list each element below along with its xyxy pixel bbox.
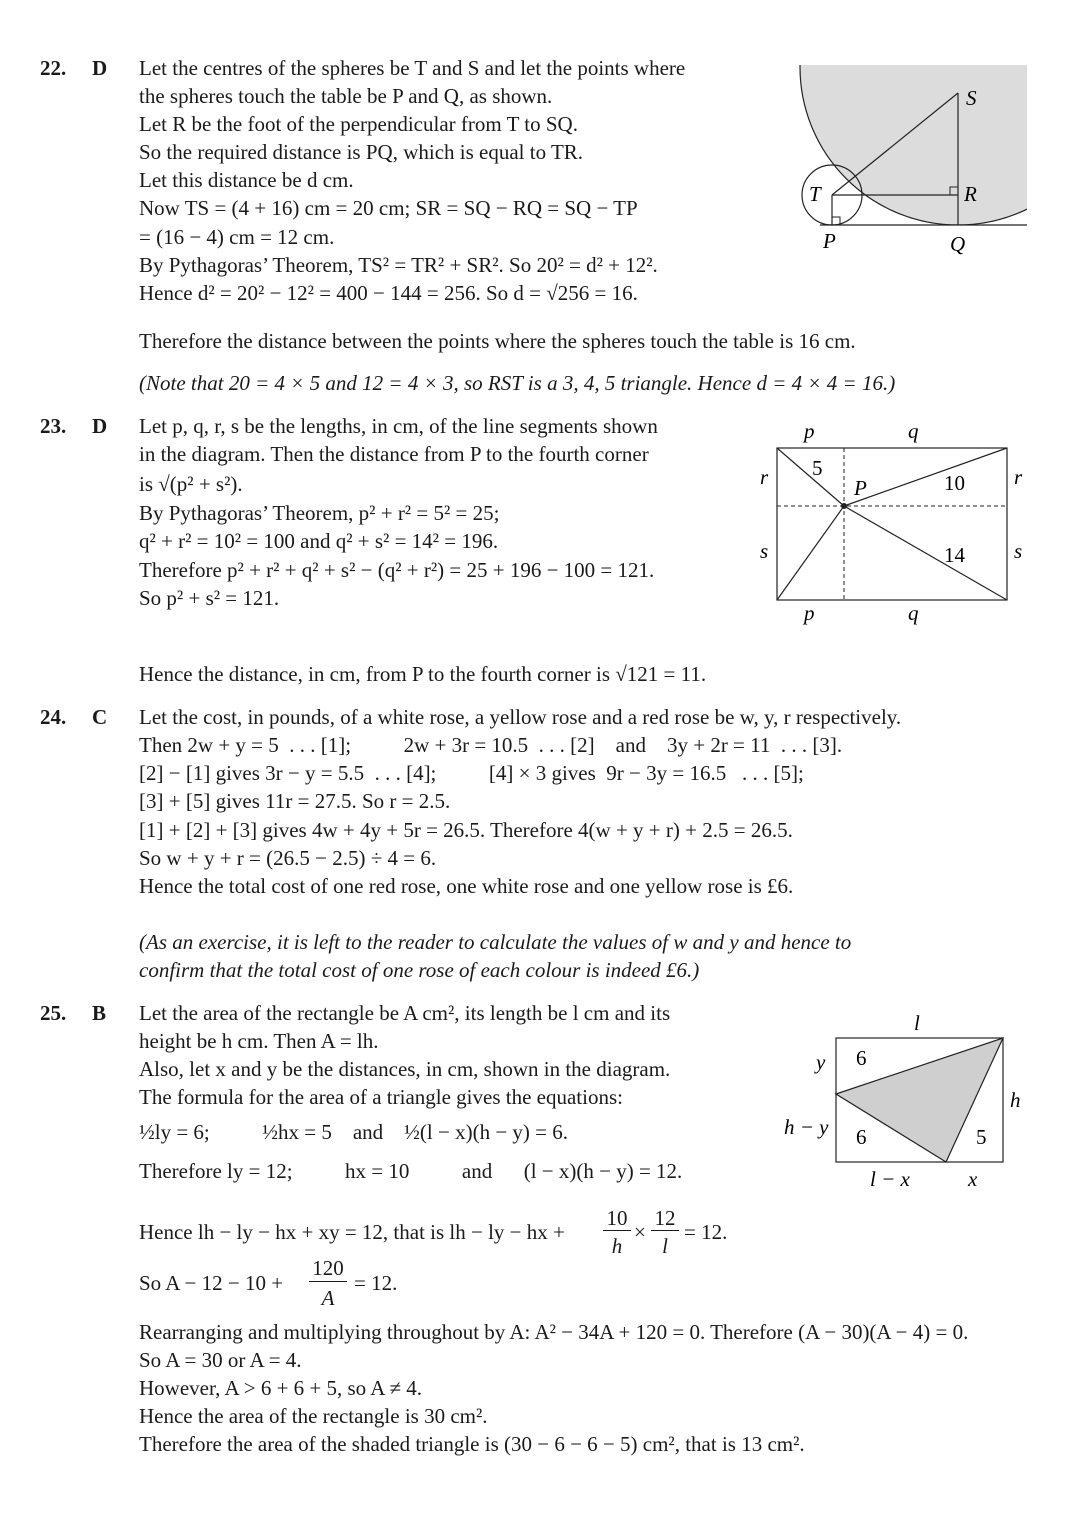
label-14: 14 [944, 543, 965, 567]
q25-frac3-num: 120 [312, 1256, 344, 1280]
q25-line-2: height be h cm. Then A = lh. [139, 1029, 379, 1053]
q24-line-7: Hence the total cost of one red rose, one white rose and one yellow rose is £6. [139, 874, 794, 898]
q25-number: 25. [40, 1001, 67, 1025]
q25-frac2-bar [651, 1230, 679, 1231]
q22-line-8: By Pythagoras’ Theorem, TS² = TR² + SR². So 20² = d² + 12². [139, 253, 658, 277]
label-p-bottom: p [804, 601, 815, 625]
q23-line-2: in the diagram. Then the distance from P to the fourth corner [139, 442, 649, 466]
q23-number: 23. [40, 414, 67, 438]
point-P [841, 503, 847, 509]
label-10: 10 [944, 471, 965, 495]
q25-frac1-bar [603, 1230, 631, 1231]
q22-line-6: Now TS = (4 + 16) cm = 20 cm; SR = SQ − RQ = SQ − TP [139, 196, 638, 220]
label-r-right: r [1014, 465, 1023, 489]
segment-5 [777, 448, 844, 506]
q25-frac-line-2-text: So A − 12 − 10 + [139, 1271, 284, 1295]
q25-rectangle-diagram [780, 1008, 1040, 1198]
segment-14 [844, 506, 1007, 600]
q22-line-5: Let this distance be d cm. [139, 168, 354, 192]
q23-answer: D [92, 414, 108, 438]
label-R: R [964, 182, 977, 206]
q22-conclusion: Therefore the distance between the points where the spheres touch the table is 16 cm. [139, 329, 856, 353]
q22-line-4: So the required distance is PQ, which is equal to TR. [139, 140, 584, 164]
q25-line-3: Also, let x and y be the distances, in cm, shown in the diagram. [139, 1057, 671, 1081]
q23-line-1: Let p, q, r, s be the lengths, in cm, of the line segments shown [139, 414, 658, 438]
q24-answer: C [92, 705, 108, 729]
q25-tail-3: However, A > 6 + 6 + 5, so A ≠ 4. [139, 1376, 423, 1400]
label-P: P [823, 229, 836, 253]
label-s-left: s [760, 539, 769, 563]
q24-line-5: [1] + [2] + [3] gives 4w + 4y + 5r = 26.5. Therefore 4(w + y + r) + 2.5 = 26.5. [139, 818, 793, 842]
large-sphere [800, 55, 1040, 225]
q24-line-6: So w + y + r = (26.5 − 2.5) ÷ 4 = 6. [139, 846, 437, 870]
label-h-minus-y: h − y [784, 1115, 829, 1139]
q23-line-3: is √(p² + s²). [139, 472, 243, 496]
label-p-top: p [804, 419, 815, 443]
label-S: S [966, 86, 977, 110]
label-x: x [968, 1167, 978, 1191]
q25-line-6: Therefore ly = 12; hx = 10 and (l − x)(h − y) = 12. [139, 1159, 683, 1183]
q23-conclusion: Hence the distance, in cm, from P to the fourth corner is √121 = 11. [139, 662, 707, 686]
label-6-bottom: 6 [856, 1125, 867, 1149]
q24-note-2: confirm that the total cost of one rose of each colour is indeed £6.) [139, 958, 700, 982]
q25-line-5: ½ly = 6; ½hx = 5 and ½(l − x)(h − y) = 6. [139, 1120, 569, 1144]
q25-frac3-den: A [321, 1286, 335, 1310]
label-P: P [854, 476, 867, 500]
label-q-bottom: q [908, 601, 919, 625]
q24-line-1: Let the cost, in pounds, of a white rose, a yellow rose and a red rose be w, y, r respectively. [139, 705, 902, 729]
label-h: h [1010, 1088, 1021, 1112]
q25-line-4: The formula for the area of a triangle gives the equations: [139, 1085, 623, 1109]
q24-line-2: Then 2w + y = 5 . . . [1]; 2w + 3r = 10.5 . . . [2] and 3y + 2r = 11 . . . [3]. [139, 733, 843, 757]
q25-answer: B [92, 1001, 107, 1025]
label-5: 5 [812, 456, 823, 480]
q25-frac1-den: h [611, 1234, 623, 1258]
q23-line-7: So p² + s² = 121. [139, 586, 280, 610]
label-s-right: s [1014, 539, 1023, 563]
q25-tail-2: So A = 30 or A = 4. [139, 1348, 302, 1372]
q25-frac2-den: l [662, 1234, 668, 1258]
label-T: T [809, 182, 821, 206]
segment-10 [844, 448, 1007, 506]
q25-tail-1: Rearranging and multiplying throughout by A: A² − 34A + 120 = 0. Therefore (A − 30)(A − 4) = 0. [139, 1320, 969, 1344]
q25-frac1-num: 10 [606, 1206, 628, 1230]
q25-frac3-bar [309, 1281, 347, 1282]
q22-number: 22. [40, 56, 67, 80]
q24-number: 24. [40, 705, 67, 729]
q25-tail-5: Therefore the area of the shaded triangle is (30 − 6 − 6 − 5) cm², that is 13 cm². [139, 1432, 805, 1456]
label-6-top: 6 [856, 1046, 867, 1070]
q25-line-1: Let the area of the rectangle be A cm², its length be l cm and its [139, 1001, 671, 1025]
q25-times: × [634, 1220, 646, 1244]
label-r-left: r [760, 465, 769, 489]
q25-tail-4: Hence the area of the rectangle is 30 cm². [139, 1404, 488, 1428]
q22-note: (Note that 20 = 4 × 5 and 12 = 4 × 3, so RST is a 3, 4, 5 triangle. Hence d = 4 × 4 = 16.) [139, 371, 896, 395]
q22-line-1: Let the centres of the spheres be T and S and let the points where [139, 56, 686, 80]
q23-line-5: q² + r² = 10² = 100 and q² + s² = 14² = 196. [139, 529, 499, 553]
q25-frac-line-1-text: Hence lh − ly − hx + xy = 12, that is lh − ly − hx + [139, 1220, 565, 1244]
q24-note-1: (As an exercise, it is left to the reader to calculate the values of w and y and hence to [139, 930, 852, 954]
q22-spheres-diagram [780, 55, 1040, 265]
q25-frac-line-2-end: = 12. [354, 1271, 398, 1295]
label-5: 5 [976, 1125, 987, 1149]
label-q-top: q [908, 419, 919, 443]
q22-line-3: Let R be the foot of the perpendicular from T to SQ. [139, 112, 578, 136]
label-l-minus-x: l − x [870, 1167, 910, 1191]
q22-line-9: Hence d² = 20² − 12² = 400 − 144 = 256. So d = √256 = 16. [139, 281, 638, 305]
q23-line-4: By Pythagoras’ Theorem, p² + r² = 5² = 25; [139, 501, 500, 525]
q22-answer: D [92, 56, 108, 80]
q23-rectangle-diagram [752, 418, 1037, 630]
q25-frac2-num: 12 [654, 1206, 676, 1230]
q22-line-2: the spheres touch the table be P and Q, as shown. [139, 84, 553, 108]
label-y: y [816, 1050, 826, 1074]
q25-frac-line-1-end: = 12. [684, 1220, 728, 1244]
segment-unknown [777, 506, 844, 600]
q22-line-7: = (16 − 4) cm = 12 cm. [139, 225, 335, 249]
q24-line-4: [3] + [5] gives 11r = 27.5. So r = 2.5. [139, 789, 451, 813]
label-Q: Q [950, 232, 966, 256]
q24-line-3: [2] − [1] gives 3r − y = 5.5 . . . [4]; [4] × 3 gives 9r − 3y = 16.5 . . . [5]; [139, 761, 804, 785]
q23-line-6: Therefore p² + r² + q² + s² − (q² + r²) = 25 + 196 − 100 = 121. [139, 558, 655, 582]
label-l: l [914, 1011, 920, 1035]
